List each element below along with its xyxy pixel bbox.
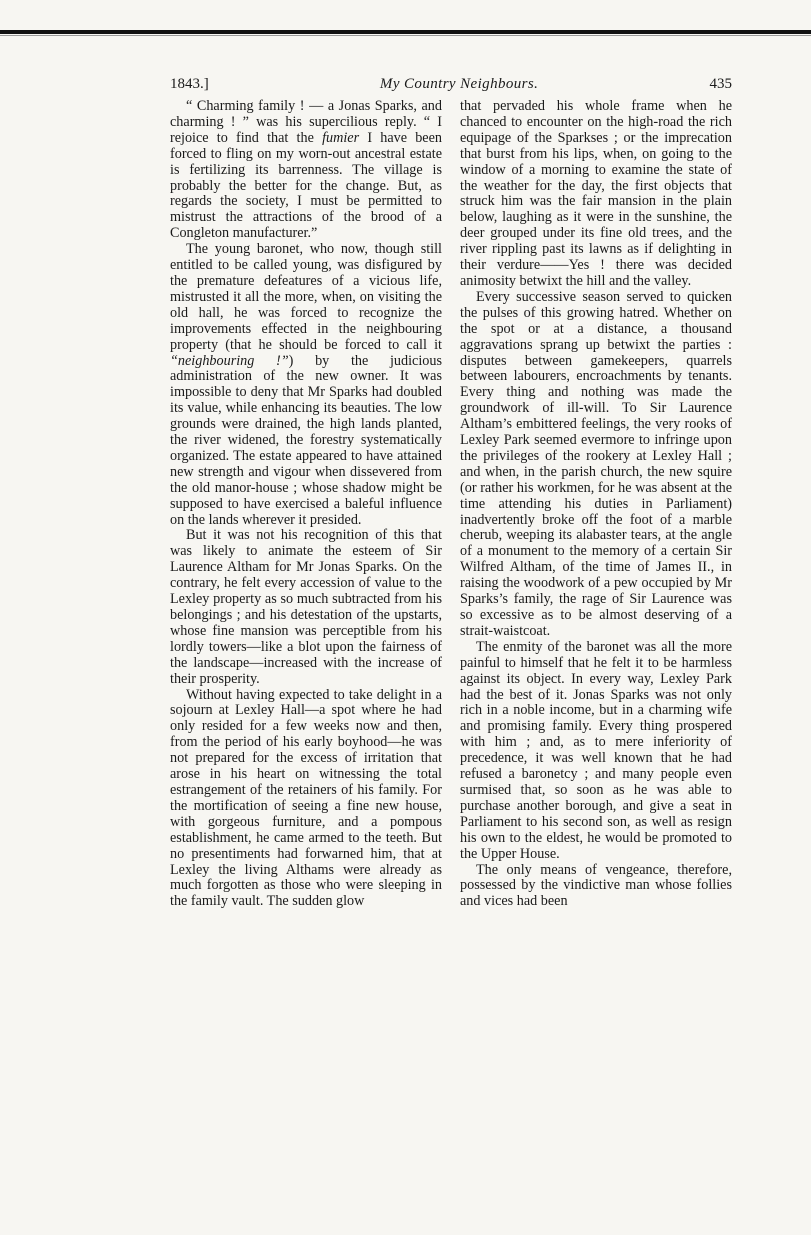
text-run: The only means of vengeance, therefore, possessed by the vindictive man whose follies and vices had been	[460, 861, 732, 910]
text-run: Every successive season served to quicken the pulses of this growing hatred. Whether on the spot or at a distance, a thousand aggravations sprang up betwixt the parties : disputes between gamekeepers, quarrels between labourers, encroachments by tenants. Every thing and nothing was made the groundwork of ill-will. To Sir Laurence Altham’s embittered feelings, the very rooks of Lexley Park seemed evermore to infringe upon the privileges of the rookery at Lexley Hall ; and when, in the parish church, the new squire (or rather his workmen, for he was absent at the time attending his duties in Parliament) inadvertently broke off the foot of a marble cherub, weeping its alabaster tears, at the angle of a monument to the memory of a certain Sir Wilfred Altham, of the time of James II., in raising the woodwork of a pew occupied by Mr Sparks’s family, the rage of Sir Laurence was so excessive as to be almost deserving of a strait-waistcoat.	[460, 288, 732, 639]
paragraph	[170, 242, 442, 528]
book-page	[170, 76, 732, 910]
text-run: I have been forced to fling on my worn-out ancestral estate is fertilizing its barrenness. The village is probably the better for the change. But, as regards the society, I must be permitted to mistrust the attractions of the brood of a Congleton manufacturer.”	[170, 129, 442, 242]
left-column	[170, 99, 442, 910]
paragraph	[170, 528, 442, 687]
text-columns	[170, 99, 732, 910]
running-title: My Country Neighbours.	[379, 76, 539, 92]
text-run: Without having expected to take delight in a sojourn at Lexley Hall—a spot where he had only resided for a few weeks now and then, from the period of his early boyhood—he was not prepared for the excess of irritation that arose in his heart on witnessing the total estrangement of the retainers of his family. For the mortification of seeing a fine new house, with gorgeous furniture, and a pompous establishment, he came armed to the teeth. But no presentiments had forwarned him, that at Lexley the living Althams were already as much forgotten as those who were sleeping in the family vault. The sudden glow	[170, 686, 442, 910]
paragraph	[460, 640, 732, 863]
top-rule-shadow	[0, 35, 811, 36]
paragraph	[460, 863, 732, 911]
right-column	[460, 99, 732, 910]
text-run: The enmity of the baronet was all the more painful to himself that he felt it to be harmless against its object. In every way, Lexley Park had the best of it. Jonas Sparks was not only rich in a noble income, but in a charming wife and promising family. Every thing prospered with him ; and, as to mere inferiority of precedence, it was well known that he had refused a baronetcy ; and many people even surmised that, so soon as he was able to purchase another borough, and give a seat in Parliament to his second son, as well as resign his own to the eldest, he would be promoted to the Upper House.	[460, 638, 732, 862]
paragraph	[460, 290, 732, 640]
text-run: ) by the judicious administration of the new owner. It was impossible to deny that Mr Sparks had doubled its value, while enhancing its beauties. The low grounds were drained, the high lands planted, the river widened, the forestry systematically organized. The estate appeared to have attained new strength and vigour when dissevered from the old manor-house ; whose shadow might be supposed to have exercised a baleful influence on the lands wherever it presided.	[170, 352, 442, 528]
text-run: “ Charming family ! — a Jonas Sparks, and charming ! ” was his supercilious reply. “ I rejoice to find that the	[170, 98, 442, 146]
year-label: 1843.]	[170, 76, 209, 92]
paragraph	[460, 99, 732, 290]
italic-text: “neighbouring !”	[170, 352, 289, 369]
paragraph	[170, 99, 442, 242]
paragraph	[170, 688, 442, 911]
italic-text: fumier	[322, 129, 360, 146]
page-number: 435	[709, 76, 732, 92]
text-run: But it was not his recognition of this that was likely to animate the esteem of Sir Laurence Altham for Mr Jonas Sparks. On the contrary, he felt every accession of value to the Lexley property as so much subtracted from his belongings ; and his detestation of the upstarts, whose fine mansion was perceptible from his lordly towers—like a blot upon the fairness of the landscape—increased with the increase of their prosperity.	[170, 527, 442, 687]
running-head	[170, 76, 732, 98]
top-rule	[0, 30, 811, 34]
text-run: The young baronet, who now, though still entitled to be called young, was disfigured by the premature defeatures of a vicious life, mistrusted it all the more, when, on visiting the old hall, he was forced to recognize the improvements effected in the neighbouring property (that he should be forced to call it	[170, 241, 442, 353]
text-run: that pervaded his whole frame when he chanced to encounter on the high-road the rich equipage of the Sparkses ; or the imprecation that burst from his lips, when, on going to the window of a morning to examine the state of the weather for the day, the first objects that struck him was the fair mansion in the plain below, laughing as it were in the sunshine, the deer grouped under its fine old trees, and the river rippling past its lawns as if delighting in their verdure——Yes ! there was decided animosity betwixt the hill and the valley.	[460, 98, 732, 289]
